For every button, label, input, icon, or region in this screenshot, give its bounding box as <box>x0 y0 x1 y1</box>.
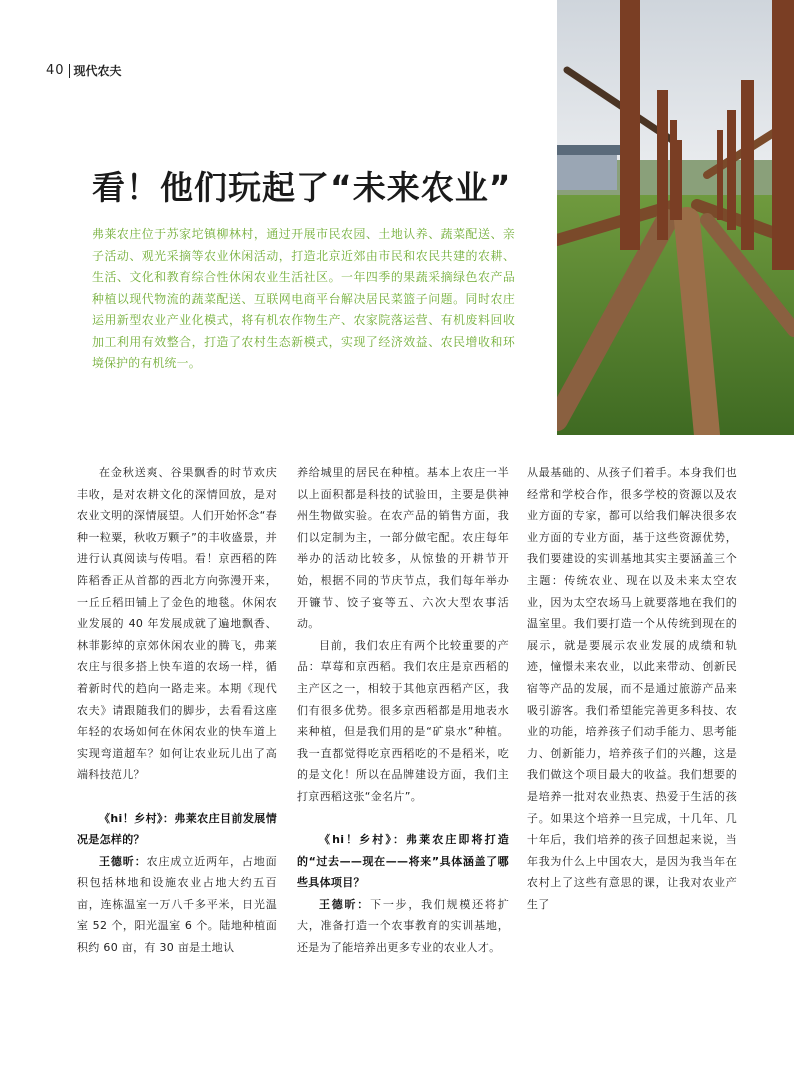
body-paragraph: 从最基础的、从孩子们着手。本身我们也经常和学校合作，很多学校的资源以及农业方面的专家，都可以给我们解决很多农业方面的专业方面，基于这些资源优势，我们要建设的实训基地其实主要涵盖三个主题：传统农业、现在以及未来太空农业，因为太空农场马上就要落地在我们的温室里。我们要打造一个从传统到现在的展示，就是要展示农业发展的成绩和轨迹，憧憬未来农业，以此来带动、创新民宿等产品的发展，而不是通过旅游产品来吸引游客。我们希望能完善更多科技、农业的功能，培养孩子们动手能力、思考能力、创新能力，培养孩子们的兴趣，这是我们做这个项目最大的收益。我们想要的是培养一批对农业热衷、热爱于生活的孩子。如果这个培养一旦完成，十几年、几十年后，我们培养的孩子回想起来说，当年我为什么上中国农大，是因为我当年在农村上了这些有意思的课，让我对农业产生了 <box>527 466 737 911</box>
interview-question: 《hi！乡村》：弗莱农庄即将打造的“过去——现在——将来”具体涵盖了哪些具体项目？ <box>297 833 509 890</box>
body-paragraph: 在金秋送爽、谷果飘香的时节欢庆丰收，是对农耕文化的深情回放，是对农业文明的深情展望。人们开始怀念“春种一粒粟，秋收万颗子”的丰收盛景，并进行认真阅读与传唱。看！京西稻的阵阵稻香正从首都的西北方向弥漫开来，一丘丘稻田铺上了金色的地毯。休闲农业发展的 40 年发展成就了遍地飘香、林菲影绰的京郊休闲农业的腾飞，弗莱农庄与很多搭上快车道的农场一样，循着新时代的趋向一路走来。本期《现代农夫》请跟随我们的脚步，去看看这座年轻的农场如何在休闲农业的快车道上实现弯道超车？如何让农业玩儿出了高端科技范儿？ <box>77 466 277 782</box>
text-column-2 <box>297 462 509 959</box>
page-header <box>46 62 122 79</box>
speaker-name: 王德昕： <box>319 897 371 911</box>
text-column-1 <box>77 462 277 959</box>
body-paragraph: 养给城里的居民在种植。基本上农庄一半以上面积都是科技的试验田，主要是供神州生物做实验。在农产品的销售方面，我们以定制为主，一部分做宅配。农庄每年举办的活动比较多，从惊蛰的开耕节开始，根据不同的节庆节点，我们每年举办开镰节、饺子宴等五、六次大型农事活动。 <box>297 466 509 631</box>
body-paragraph: 目前，我们农庄有两个比较重要的产品：草莓和京西稻。我们农庄是京西稻的主产区之一，相较于其他京西稻产区，我们有很多优势。很多京西稻都是用地表水来种植，但是我们用的是“矿泉水”种植。我一直都觉得吃京西稻吃的不是稻米，吃的是文化！所以在品牌建设方面，我们主打京西稻这张“金名片”。 <box>297 638 509 803</box>
speaker-name: 王德昕： <box>99 854 147 868</box>
header-divider <box>69 64 70 78</box>
magazine-name: 现代农夫 <box>73 64 122 78</box>
interview-answer <box>77 851 277 959</box>
article-title: 看！他们玩起了“未来农业” <box>92 168 512 207</box>
interview-question: 《hi！乡村》：弗莱农庄目前发展情况是怎样的？ <box>77 811 277 847</box>
interview-answer <box>297 894 509 959</box>
page-number: 40 <box>46 63 65 78</box>
answer-text: 农庄成立近两年，占地面积包括林地和设施农业占地大约五百亩，连栋温室一万八千多平米，日光温室 52 个，阳光温室 6 个。陆地种植面积约 60 亩，有 30 亩是土地认 <box>77 854 277 955</box>
answer-text: 下一步，我们规模还将扩大，准备打造一个农事教育的实训基地，还是为了能培养出更多专业的农业人才。 <box>297 897 509 955</box>
article-intro: 弗莱农庄位于苏家坨镇柳林村，通过开展市民农园、土地认养、蔬菜配送、亲子活动、观光采摘等农业休闲活动，打造北京近郊由市民和农民共建的农耕、生活、文化和教育综合性休闲农业生活社区。一年四季的果蔬采摘绿色农产品种植以现代物流的蔬菜配送、互联网电商平台解决居民菜篮子问题。同时农庄运用新型农业产业化模式，将有机农作物生产、农家院落运营、有机废料回收加工利用有效整合，打造了农村生态新模式，实现了经济效益、农民增收和环境保护的有机统一。 <box>92 227 515 370</box>
text-column-3 <box>527 462 737 915</box>
fence-photo <box>557 0 794 435</box>
